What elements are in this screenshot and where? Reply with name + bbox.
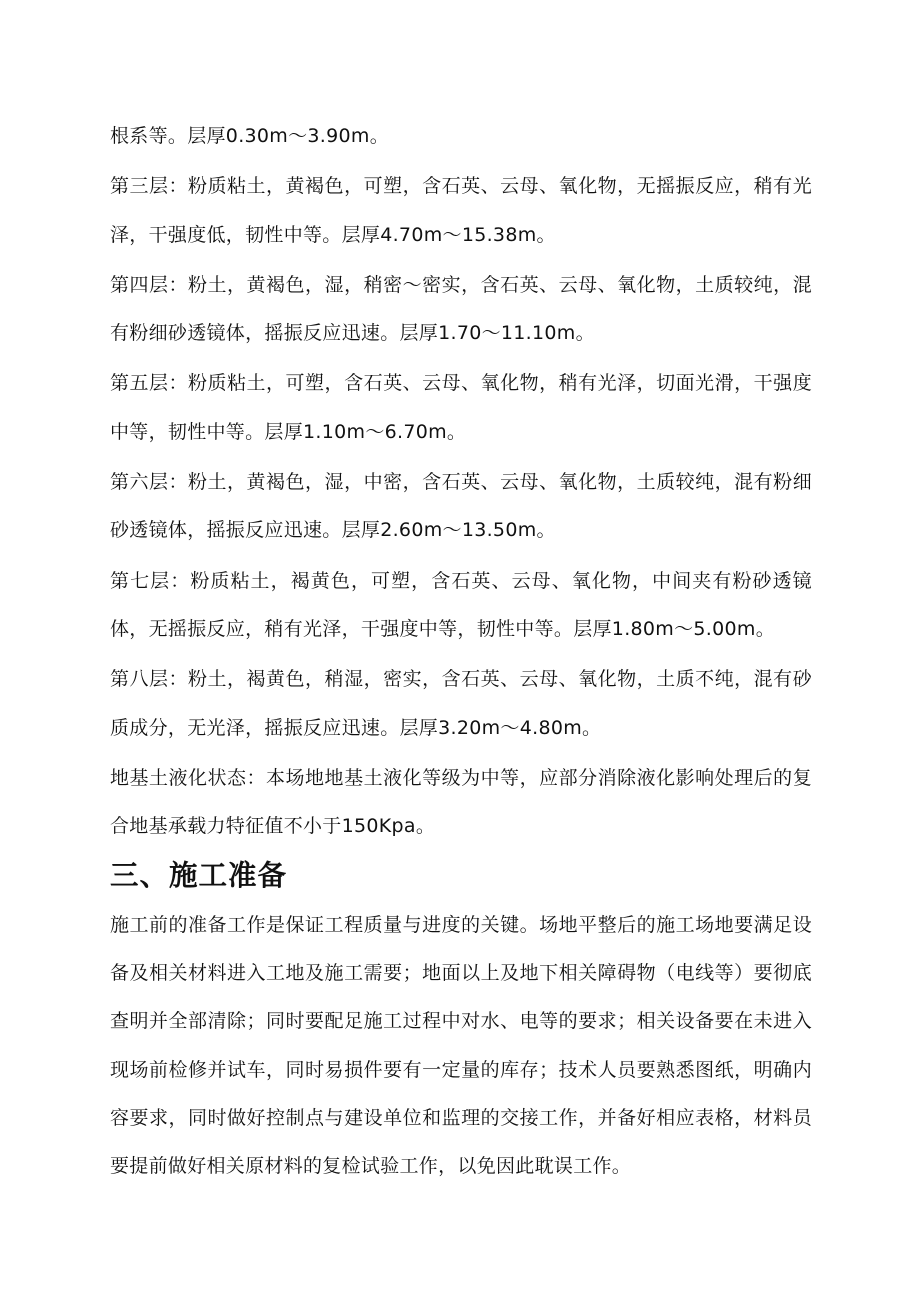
paragraph-layer-4: 第四层：粉土，黄褐色，湿，稍密～密实，含石英、云母、氧化物，土质较纯，混有粉细砂透镜体，摇振反应迅速。层厚1.70～11.10m。 <box>110 273 812 345</box>
paragraph-liquefaction-state: 地基土液化状态：本场地地基土液化等级为中等，应部分消除液化影响处理后的复合地基承载力特征值不小于150Kpa。 <box>110 766 812 838</box>
section-body: 施工前的准备工作是保证工程质量与进度的关键。场地平整后的施工场地要满足设备及相关材料进入工地及施工需要；地面以上及地下相关障碍物（电线等）要彻底查明并全部清除；同时要配足施工过程中对水、电等的要求；相关设备要在未进入现场前检修并试车，同时易损件要有一定量的库存；技术人员要熟悉图纸，明确内容要求，同时做好控制点与建设单位和监理的交接工作，并备好相应表格，材料员要提前做好相关原材料的复检试验工作，以免因此耽误工作。 <box>110 913 812 1178</box>
paragraph-layer-8: 第八层：粉土，褐黄色，稍湿，密实，含石英、云母、氧化物，土质不纯，混有砂质成分，无光泽，摇振反应迅速。层厚3.20m～4.80m。 <box>110 668 812 739</box>
paragraph-layer-6: 第六层：粉土，黄褐色，湿，中密，含石英、云母、氧化物，土质较纯，混有粉细砂透镜体，摇振反应迅速。层厚2.60m～13.50m。 <box>110 471 812 542</box>
paragraph-layer-5: 第五层：粉质粘土，可塑，含石英、云母、氧化物，稍有光泽，切面光滑，干强度中等，韧性中等。层厚1.10m～6.70m。 <box>110 372 812 443</box>
paragraph-layer-3: 第三层：粉质粘土，黄褐色，可塑，含石英、云母、氧化物，无摇振反应，稍有光泽，干强度低，韧性中等。层厚4.70m～15.38m。 <box>110 175 812 246</box>
paragraph-layer-7: 第七层：粉质粘土，褐黄色，可塑，含石英、云母、氧化物，中间夹有粉砂透镜体，无摇振反应，稍有光泽，干强度中等，韧性中等。层厚1.80m～5.00m。 <box>110 569 812 640</box>
document-page <box>110 112 812 1193</box>
section-heading: 三、施工准备 <box>110 859 288 893</box>
paragraph-layer-2-end: 根系等。层厚0.30m～3.90m。 <box>110 125 390 147</box>
